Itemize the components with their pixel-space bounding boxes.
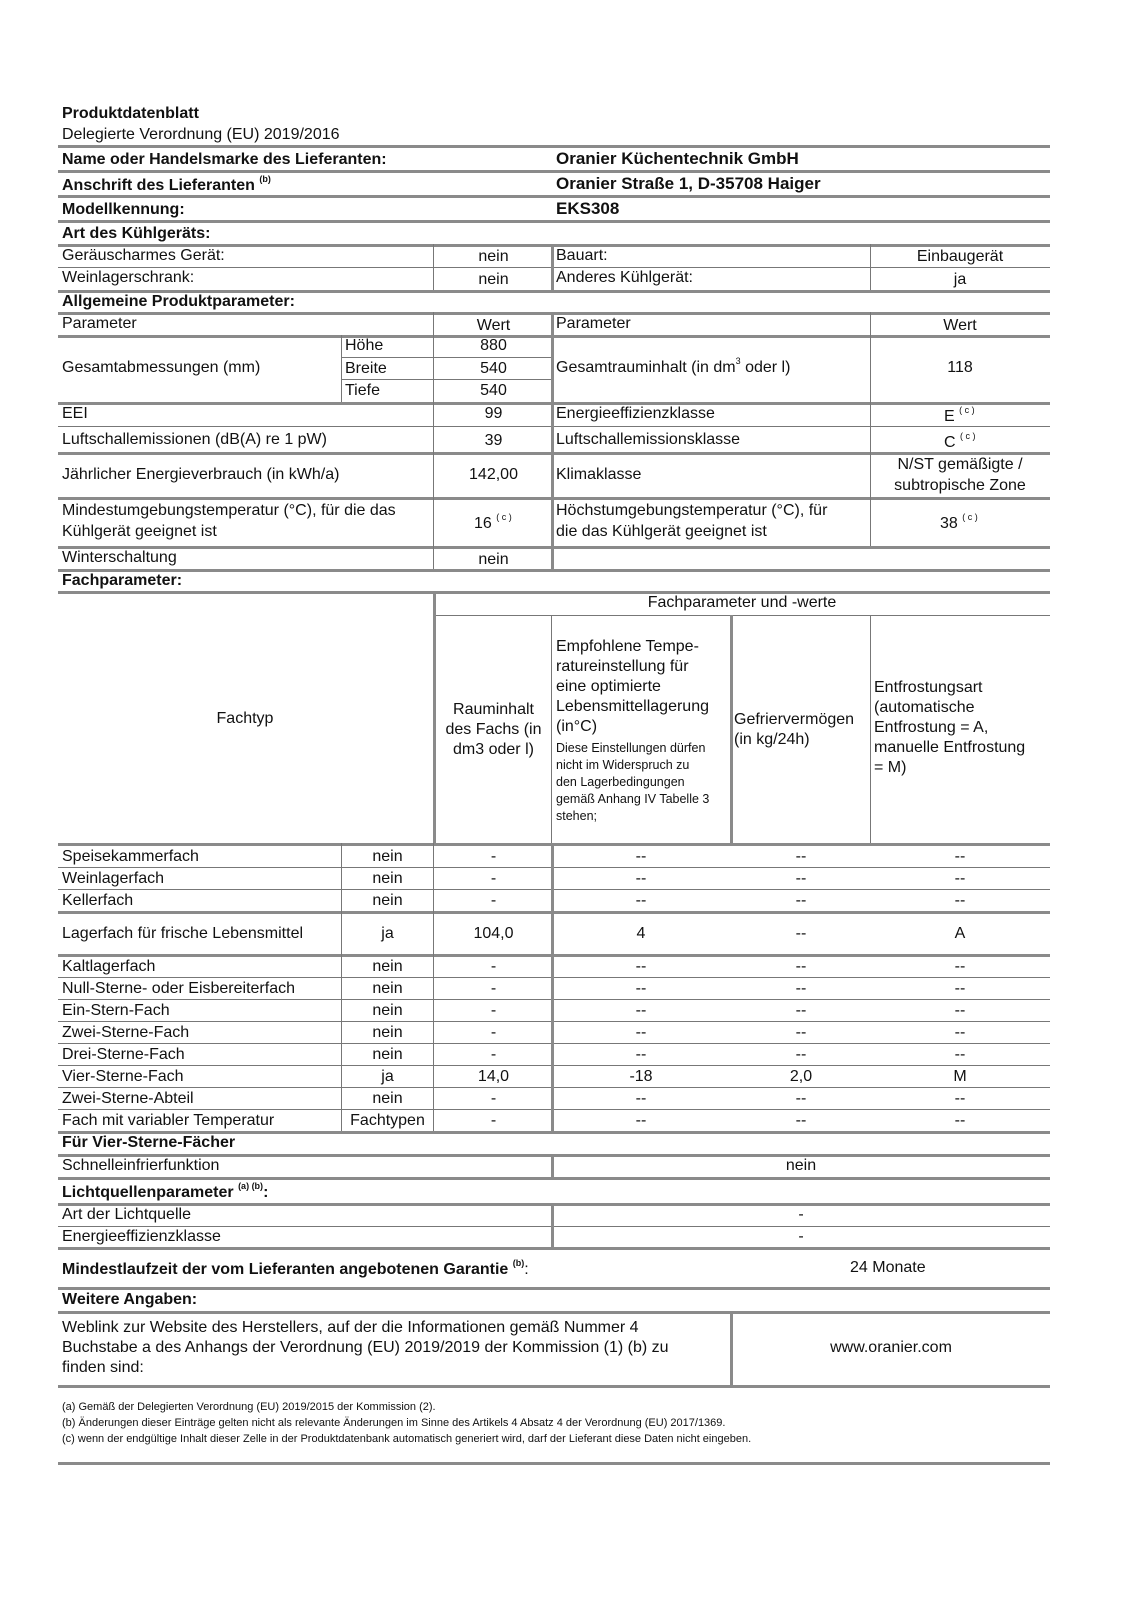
annual-energy-value: 142,00 bbox=[469, 466, 518, 483]
compartment-row-temp: -18 bbox=[629, 1068, 653, 1085]
col-freezing-capacity: Gefriervermögen (in kg/24h) bbox=[734, 711, 855, 748]
compartment-row-present: ja bbox=[381, 925, 394, 942]
compartment-row-volume: - bbox=[490, 1046, 497, 1063]
compartment-row-present: nein bbox=[372, 1002, 403, 1019]
vrule bbox=[551, 244, 554, 290]
compartment-row-freeze: -- bbox=[795, 1046, 807, 1063]
compartment-row-defrost: -- bbox=[954, 1046, 966, 1063]
low-noise-label: Geräuscharmes Gerät: bbox=[62, 247, 225, 264]
compartment-row-volume: - bbox=[490, 1090, 497, 1107]
warranty-value: 24 Monate bbox=[850, 1259, 926, 1276]
compartment-row-temp: -- bbox=[635, 980, 647, 997]
compartment-row-defrost: -- bbox=[954, 870, 966, 887]
rule bbox=[58, 867, 1050, 868]
compartment-row-present: nein bbox=[372, 980, 403, 997]
eei-value: 99 bbox=[484, 405, 503, 422]
compartment-row-temp: -- bbox=[635, 1024, 647, 1041]
compartment-row-temp: 4 bbox=[636, 925, 646, 942]
four-star-heading: Für Vier-Sterne-Fächer bbox=[62, 1134, 236, 1151]
depth-value: 540 bbox=[480, 382, 507, 399]
light-type-value: - bbox=[798, 1206, 804, 1223]
rule bbox=[58, 145, 1050, 148]
vrule bbox=[433, 843, 434, 1131]
rule bbox=[58, 569, 1050, 572]
design-value: Einbaugerät bbox=[916, 248, 1004, 265]
min-temp-label-line1: Mindestumgebungstemperatur (°C), für die das bbox=[62, 502, 396, 519]
compartment-row-present: nein bbox=[372, 870, 403, 887]
rule bbox=[58, 1109, 1050, 1110]
vrule bbox=[433, 312, 434, 569]
appliance-type-heading: Art des Kühlgeräts: bbox=[62, 225, 211, 242]
compartment-row-present: nein bbox=[372, 892, 403, 909]
compartment-row-freeze: -- bbox=[795, 892, 807, 909]
col-recommended-temp: Empfohlene Tempe- ratureinstellung für eine optimierte Lebensmittellagerung (in°C) bbox=[556, 638, 709, 735]
compartment-row-name: Fach mit variabler Temperatur bbox=[62, 1112, 275, 1129]
low-noise-value: nein bbox=[478, 248, 509, 265]
width-value: 540 bbox=[480, 360, 507, 377]
quick-freeze-label: Schnelleinfrierfunktion bbox=[62, 1157, 220, 1174]
rule bbox=[58, 220, 1050, 223]
compartment-row-defrost: -- bbox=[954, 1112, 966, 1129]
col-compartment-volume: Rauminhalt des Fachs (in dm3 oder l) bbox=[445, 701, 542, 758]
annual-energy-label: Jährlicher Energieverbrauch (in kWh/a) bbox=[62, 466, 340, 483]
supplier-name-value: Oranier Küchentechnik GmbH bbox=[556, 149, 799, 168]
vrule bbox=[341, 843, 342, 1131]
warranty-label: Mindestlaufzeit der vom Lieferanten angebotenen Garantie $^{(b)}$: bbox=[62, 1258, 529, 1278]
compartment-row-defrost: -- bbox=[954, 892, 966, 909]
col-parameter-right: Parameter bbox=[556, 315, 631, 332]
climate-class-label: Klimaklasse bbox=[556, 466, 642, 483]
wine-cabinet-value: nein bbox=[478, 271, 509, 288]
compartment-row-freeze: 2,0 bbox=[789, 1068, 813, 1085]
compartment-row-name: Speisekammerfach bbox=[62, 848, 199, 865]
compartment-row-name: Kaltlagerfach bbox=[62, 958, 156, 975]
compartment-row-name: Vier-Sterne-Fach bbox=[62, 1068, 184, 1085]
compartment-row-defrost: -- bbox=[954, 848, 966, 865]
compartment-row-volume: - bbox=[490, 980, 497, 997]
vrule bbox=[433, 244, 434, 290]
vrule bbox=[433, 591, 436, 843]
compartment-row-temp: -- bbox=[635, 848, 647, 865]
compartment-row-temp: -- bbox=[635, 958, 647, 975]
compartment-row-name: Drei-Sterne-Fach bbox=[62, 1046, 185, 1063]
compartment-row-present: nein bbox=[372, 1024, 403, 1041]
more-info-heading: Weitere Angaben: bbox=[62, 1291, 198, 1308]
rule bbox=[58, 977, 1050, 978]
light-source-heading: Lichtquellenparameter $^{(a) (b)}$: bbox=[62, 1181, 269, 1201]
compartment-row-present: nein bbox=[372, 848, 403, 865]
rule bbox=[58, 1247, 1050, 1250]
compartment-row-temp: -- bbox=[635, 1090, 647, 1107]
compartments-heading: Fachparameter: bbox=[62, 572, 183, 589]
climate-class-value-line2: subtropische Zone bbox=[894, 477, 1026, 494]
footnote-a: (a) Gemäß der Delegierten Verordnung (EU) 2019/2015 der Kommission (2). bbox=[62, 1401, 436, 1413]
compartment-row-present: nein bbox=[372, 1090, 403, 1107]
vrule bbox=[870, 312, 871, 546]
rule bbox=[58, 911, 1050, 914]
vrule bbox=[551, 1154, 554, 1177]
compartment-row-volume: 104,0 bbox=[473, 925, 514, 942]
compartment-row-freeze: -- bbox=[795, 1024, 807, 1041]
noise-class-value: C $^{( c )}$ bbox=[944, 431, 976, 451]
rule bbox=[58, 1043, 1050, 1044]
rule bbox=[58, 1177, 1050, 1180]
compartment-row-freeze: -- bbox=[795, 1112, 807, 1129]
compartment-row-present: Fachtypen bbox=[350, 1112, 425, 1129]
rule bbox=[58, 335, 1050, 338]
vrule bbox=[551, 615, 552, 843]
rule bbox=[58, 999, 1050, 1000]
compartment-row-temp: -- bbox=[635, 892, 647, 909]
max-temp-label-line2: die das Kühlgerät geeignet ist bbox=[556, 523, 767, 540]
energy-class-label: Energieeffizienzklasse bbox=[556, 405, 715, 422]
sheet-title: Produktdatenblatt bbox=[62, 105, 199, 122]
supplier-address-value: Oranier Straße 1, D-35708 Haiger bbox=[556, 174, 821, 193]
rule bbox=[58, 402, 1050, 405]
col-value-right: Wert bbox=[943, 317, 977, 334]
compartment-row-volume: 14,0 bbox=[477, 1068, 510, 1085]
rule bbox=[58, 1287, 1050, 1290]
rule bbox=[58, 312, 1050, 315]
compartment-row-name: Ein-Stern-Fach bbox=[62, 1002, 170, 1019]
compartment-row-name: Weinlagerfach bbox=[62, 870, 164, 887]
vrule bbox=[551, 1203, 554, 1247]
vrule bbox=[341, 335, 342, 402]
compartment-row-name: Lagerfach für frische Lebensmittel bbox=[62, 925, 304, 942]
col-value-left: Wert bbox=[476, 317, 511, 334]
noise-value: 39 bbox=[484, 432, 503, 449]
footnote-b: (b) Änderungen dieser Einträge gelten nicht als relevante Änderungen im Sinne des Artikels 4 Absatz 4 der Verordnung (EU) 2017/1369. bbox=[62, 1417, 726, 1429]
rule bbox=[58, 195, 1050, 198]
compartment-row-temp: -- bbox=[635, 1046, 647, 1063]
noise-label: Luftschallemissionen (dB(A) re 1 pW) bbox=[62, 431, 327, 448]
light-class-label: Energieeffizienzklasse bbox=[62, 1228, 221, 1245]
depth-label: Tiefe bbox=[345, 382, 380, 399]
noise-class-label: Luftschallemissionsklasse bbox=[556, 431, 741, 448]
compartment-row-freeze: -- bbox=[795, 870, 807, 887]
compartment-row-name: Zwei-Sterne-Abteil bbox=[62, 1090, 194, 1107]
eei-label: EEI bbox=[62, 405, 88, 422]
compartment-row-freeze: -- bbox=[795, 925, 807, 942]
rule bbox=[58, 1087, 1050, 1088]
quick-freeze-value: nein bbox=[785, 1157, 817, 1174]
vrule bbox=[730, 1311, 733, 1385]
winter-mode-label: Winterschaltung bbox=[62, 549, 177, 566]
compartment-row-volume: - bbox=[490, 1002, 497, 1019]
compartment-row-temp: -- bbox=[635, 1112, 647, 1129]
compartment-row-name: Kellerfach bbox=[62, 892, 134, 909]
compartment-row-present: nein bbox=[372, 958, 403, 975]
rule bbox=[58, 1065, 1050, 1066]
compartment-row-freeze: -- bbox=[795, 1002, 807, 1019]
rule bbox=[58, 497, 1050, 500]
rule bbox=[435, 615, 1050, 616]
vrule bbox=[551, 312, 554, 569]
footnote-c: (c) wenn der endgültige Inhalt dieser Zelle in der Produktdatenbank automatisch generiert wird, darf der Lieferant diese Daten nicht eingeben. bbox=[62, 1433, 752, 1445]
model-label: Modellkennung: bbox=[62, 201, 185, 218]
weblink-label: Weblink zur Website des Herstellers, auf der die Informationen gemäß Nummer 4 Buchstabe a des Anhangs der Verordnung (EU) 2019/2019 der Kommission (1) (b) zu finden sind: bbox=[62, 1319, 669, 1376]
compartment-row-temp: -- bbox=[635, 1002, 647, 1019]
min-temp-value: 16 $^{( c )}$ bbox=[474, 512, 512, 532]
compartment-row-volume: - bbox=[490, 1024, 497, 1041]
vrule bbox=[730, 615, 733, 843]
energy-class-value: E $^{( c )}$ bbox=[944, 405, 975, 425]
rule bbox=[58, 1462, 1050, 1465]
compartment-row-volume: - bbox=[490, 892, 497, 909]
rule bbox=[58, 1311, 1050, 1314]
dimensions-label: Gesamtabmessungen (mm) bbox=[62, 359, 261, 376]
rule bbox=[58, 1021, 1050, 1022]
rule bbox=[58, 1385, 1050, 1388]
supplier-name-label: Name oder Handelsmarke des Lieferanten: bbox=[62, 151, 387, 168]
compartment-row-freeze: -- bbox=[795, 848, 807, 865]
vrule bbox=[870, 615, 871, 843]
col-defrost-type: Entfrostungsart (automatische Entfrostung = A, manuelle Entfrostung = M) bbox=[874, 679, 1026, 776]
col-compartment-type: Fachtyp bbox=[216, 710, 274, 727]
light-class-value: - bbox=[798, 1228, 804, 1245]
compartment-row-defrost: -- bbox=[954, 958, 966, 975]
rule bbox=[342, 357, 552, 358]
compartment-row-defrost: A bbox=[954, 925, 966, 942]
min-temp-label-line2: Kühlgerät geeignet ist bbox=[62, 523, 217, 540]
vrule bbox=[551, 843, 554, 1131]
compartment-row-volume: - bbox=[490, 870, 497, 887]
total-volume-label: Gesamtrauminhalt (in $dm^3$ oder l) bbox=[556, 356, 791, 376]
compartment-row-name: Null-Sterne- oder Eisbereiterfach bbox=[62, 980, 295, 997]
rule bbox=[58, 546, 1050, 549]
compartment-row-defrost: -- bbox=[954, 1024, 966, 1041]
climate-class-value-line1: N/ST gemäßigte / bbox=[897, 456, 1023, 473]
compartment-row-present: ja bbox=[381, 1068, 394, 1085]
compartment-row-defrost: M bbox=[953, 1068, 967, 1085]
compartment-row-temp: -- bbox=[635, 870, 647, 887]
compartment-row-freeze: -- bbox=[795, 1090, 807, 1107]
other-appliance-label: Anderes Kühlgerät: bbox=[556, 269, 693, 286]
max-temp-value: 38 $^{( c )}$ bbox=[940, 512, 978, 532]
col-parameter-left: Parameter bbox=[62, 315, 137, 332]
max-temp-label-line1: Höchstumgebungstemperatur (°C), für bbox=[556, 502, 828, 519]
supplier-address-label: Anschrift des Lieferanten $^{(b)}$ bbox=[62, 174, 271, 194]
compartment-row-defrost: -- bbox=[954, 980, 966, 997]
compartment-row-volume: - bbox=[490, 1112, 497, 1129]
compartment-row-freeze: -- bbox=[795, 958, 807, 975]
height-value: 880 bbox=[480, 337, 507, 354]
winter-mode-value: nein bbox=[478, 551, 509, 568]
compartment-row-name: Zwei-Sterne-Fach bbox=[62, 1024, 190, 1041]
rule bbox=[58, 426, 1050, 427]
general-params-heading: Allgemeine Produktparameter: bbox=[62, 293, 295, 310]
wine-cabinet-label: Weinlagerschrank: bbox=[62, 269, 195, 286]
regulation-reference: Delegierte Verordnung (EU) 2019/2016 bbox=[62, 126, 340, 143]
vrule bbox=[870, 244, 871, 290]
other-appliance-value: ja bbox=[953, 271, 967, 288]
rule bbox=[58, 843, 1050, 846]
design-label: Bauart: bbox=[556, 247, 608, 264]
compartment-row-defrost: -- bbox=[954, 1090, 966, 1107]
rule bbox=[58, 170, 1050, 173]
width-label: Breite bbox=[345, 360, 387, 377]
compartment-row-defrost: -- bbox=[954, 1002, 966, 1019]
compartment-row-volume: - bbox=[490, 848, 497, 865]
height-label: Höhe bbox=[345, 337, 384, 354]
model-value: EKS308 bbox=[556, 199, 620, 218]
compartment-row-present: nein bbox=[372, 1046, 403, 1063]
compartment-row-volume: - bbox=[490, 958, 497, 975]
rule bbox=[58, 267, 1050, 268]
compartment-row-freeze: -- bbox=[795, 980, 807, 997]
rule bbox=[342, 379, 552, 380]
weblink-value[interactable]: www.oranier.com bbox=[830, 1339, 952, 1356]
rule bbox=[58, 889, 1050, 890]
compartments-group-header: Fachparameter und -werte bbox=[647, 594, 837, 611]
light-type-label: Art der Lichtquelle bbox=[62, 1206, 191, 1223]
total-volume-value: 118 bbox=[947, 359, 973, 376]
col-recommended-temp-note: Diese Einstellungen dürfen nicht im Widerspruch zu den Lagerbedingungen gemäß Anhang IV Tabelle 3 stehen; bbox=[556, 741, 710, 823]
